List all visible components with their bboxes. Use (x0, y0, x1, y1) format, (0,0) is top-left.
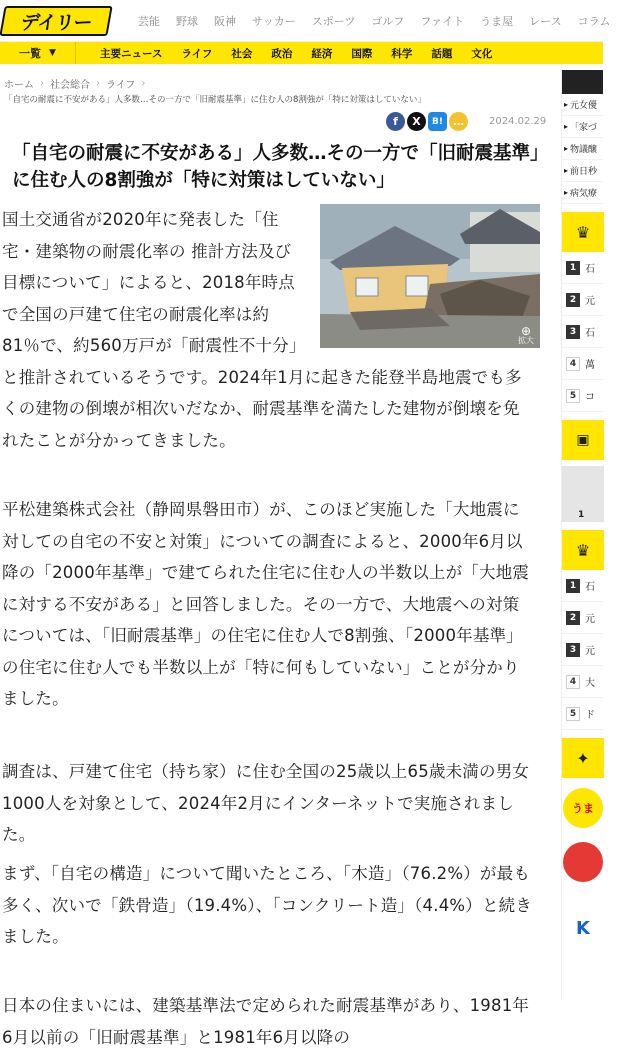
rank-number: 4 (566, 675, 580, 689)
ranking-item[interactable] (562, 570, 603, 602)
category-link[interactable]: 政治 (271, 47, 293, 60)
site-header (0, 0, 611, 42)
sidebar-news-title: 元女優 (570, 101, 598, 111)
caret-down-icon: ▼ (49, 48, 56, 58)
crown-icon: ♛ (575, 222, 591, 242)
rank-number: 3 (566, 643, 580, 657)
hatena-bookmark-button[interactable]: B! (428, 112, 447, 131)
breadcrumb (4, 76, 151, 91)
rank-title: 元 (585, 614, 595, 625)
article-photo[interactable] (320, 204, 540, 348)
article-paragraph: まず、「自宅の構造」について聞いたところ、「木造」（76.2%）が最も多く、次いで「鉄骨造」（19.4%）、「コンクリート造」（4.4%）と続きました。 (2, 864, 533, 946)
publish-date: 2024.02.29 (489, 116, 547, 127)
sidebar-news-item[interactable] (562, 116, 603, 138)
image-icon: ▣ (576, 432, 590, 448)
ranking-item[interactable] (562, 666, 603, 698)
zoom-icon: ⊕ (520, 324, 532, 338)
ranking-item[interactable] (562, 284, 603, 316)
top-nav-link[interactable]: ファイト (420, 15, 465, 28)
chevron-right-icon: › (40, 78, 44, 89)
rank-number: 2 (566, 611, 580, 625)
sidebar-news-item[interactable] (562, 138, 603, 160)
rank-number: 4 (566, 357, 580, 371)
rank-number: 5 (566, 707, 580, 721)
ranking-header (562, 212, 604, 252)
top-nav-link[interactable]: ゴルフ (371, 15, 405, 28)
sidebar-news-title: 物議醸 (570, 145, 598, 155)
rank-title: 石 (585, 264, 595, 275)
k-ad[interactable]: K (576, 917, 590, 939)
sidebar-news-title: 「家づ (570, 123, 598, 133)
rank-number: 2 (566, 293, 580, 307)
rank-number: 1 (566, 579, 580, 593)
top-nav-link[interactable]: うま屋 (480, 15, 514, 28)
article-paragraph: 平松建築株式会社（静岡県磐田市）が、このほど実施した「大地震に対しての自宅の不安と対策」についての調査によると、2000年6月以降の「2000年基準」で建てられた住宅に住む人の半数以上が「大地震に対する不安がある」と回答しました。その一方で、大地震への対策については、「旧耐震基準」の住宅に住む人で8割強、「2000年基準」の住宅に住む人でも半数以上が「特に何もしていない」ことが分かりました。 (2, 500, 530, 708)
sidebar-news-item[interactable] (562, 182, 603, 204)
sidebar-news-title: 前日秒 (570, 167, 598, 177)
photo-header (562, 420, 604, 460)
bullet-icon: ▸ (564, 166, 569, 175)
article-headline: 「自宅の耐震に不安がある」人多数…その一方で「旧耐震基準」に住む人の8割強が「特に対策はしていない」 (12, 143, 540, 191)
rank-title: ド (585, 710, 595, 721)
sidebar-news-header (562, 70, 603, 94)
top-nav-link[interactable]: コラム (577, 15, 611, 28)
rank-title: 石 (585, 328, 595, 339)
x-share-button[interactable]: X (407, 112, 426, 131)
rank-title: 大 (585, 678, 595, 689)
sidebar-news-list (562, 94, 603, 204)
top-nav-link[interactable]: サッカー (252, 15, 296, 28)
ranking-item[interactable] (562, 380, 603, 412)
bullet-icon: ▸ (564, 100, 569, 109)
menu-label: 一覧 (19, 47, 42, 60)
ranking-list-2 (562, 570, 603, 730)
ranking-list (562, 252, 603, 412)
ranking-item[interactable] (562, 348, 603, 380)
ranking-header-2 (562, 530, 604, 570)
zoom-button[interactable]: ⊕ 拡大 (518, 324, 534, 345)
ranking-item[interactable] (562, 634, 603, 666)
top-nav-link[interactable]: 芸能 (138, 15, 160, 28)
rank-title: 元 (585, 296, 595, 307)
rank-title: 元 (585, 646, 595, 657)
article-paragraph: 日本の住まいには、建築基準法で定められた耐震基準があり、1981年6月以前の「旧耐震基準」と1981年6月以降の (2, 996, 530, 1047)
article (0, 64, 558, 1047)
sidebar-news-item[interactable] (562, 160, 603, 182)
top-nav (138, 0, 626, 42)
category-nav (100, 46, 511, 61)
category-link[interactable]: 国際 (351, 47, 373, 60)
top-nav-link[interactable]: 阪神 (214, 15, 236, 28)
sidebar-news-title: 病気療 (570, 189, 598, 199)
top-nav-link[interactable]: スポーツ (311, 15, 356, 28)
rank-title: 石 (585, 582, 595, 593)
breadcrumb-link[interactable]: ホーム (4, 80, 34, 91)
breadcrumb-link[interactable]: 社会総合 (50, 80, 90, 91)
chevron-right-icon: › (96, 78, 100, 89)
category-link[interactable]: 文化 (471, 47, 493, 60)
promo-ad[interactable] (563, 842, 603, 882)
crown-icon: ♛ (575, 540, 591, 560)
breadcrumb-current: 「自宅の耐震に不安がある」人多数…その一方で「旧耐震基準」に住む人の8割強が「特に対策はしていない」 (4, 95, 426, 105)
ranking-item[interactable] (562, 698, 603, 730)
rank-title: 萬 (585, 360, 595, 371)
uma-ad[interactable]: うま (563, 788, 603, 828)
article-paragraph: 調査は、戸建て住宅（持ち家）に住む全国の25歳以上65歳未満の男女1000人を対象として、2024年2月にインターネットで実施されました。 (2, 762, 530, 844)
ranking-item[interactable] (562, 316, 603, 348)
bullet-icon: ▸ (564, 144, 569, 153)
collapsed-house-image (320, 204, 540, 348)
category-link[interactable]: ライフ (181, 47, 213, 60)
photo-thumbnail[interactable] (562, 466, 604, 522)
chevron-right-icon: › (141, 78, 146, 89)
facebook-share-button[interactable]: f (386, 112, 405, 131)
top-nav-link[interactable]: 野球 (176, 15, 198, 28)
category-link[interactable]: 科学 (391, 47, 413, 60)
category-link[interactable]: 話題 (431, 47, 453, 60)
photo-count: 1 (578, 510, 585, 520)
recommend-header (562, 738, 604, 778)
rank-number: 1 (566, 261, 580, 275)
breadcrumb-link[interactable]: ライフ (106, 80, 136, 91)
line-share-button[interactable]: … (449, 112, 468, 131)
share-buttons (386, 112, 470, 131)
sidebar-news-item[interactable] (562, 94, 603, 116)
article-paragraph: 国土交通省が2020年に発表した「住宅・建築物の耐震化率の 推計方法及び目標について」によると、2018年時点で全国の戸建て住宅の耐震化率は約81％で、約560万戸が「耐震性不十分」と推計されているそうです。2024年1月に起きた能登半島地震でも多くの建物の倒壊が相次いだなか、耐震基準を満たした建物が倒壊を免れたことが分かってきました。 (2, 204, 534, 456)
rank-number: 5 (566, 389, 580, 403)
bullet-icon: ▸ (564, 122, 569, 131)
category-bar (0, 42, 603, 64)
top-nav-link[interactable]: レース (529, 15, 562, 28)
ranking-item[interactable] (562, 602, 603, 634)
category-link[interactable]: 社会 (231, 47, 253, 60)
bullet-icon: ▸ (564, 188, 569, 197)
sidebar (561, 64, 603, 1000)
category-link[interactable]: 主要ニュース (100, 47, 163, 60)
menu-dropdown-button[interactable] (0, 42, 76, 64)
site-logo[interactable]: デイリー (0, 6, 113, 36)
rank-title: コ (585, 392, 595, 403)
ranking-item[interactable] (562, 252, 603, 284)
rank-number: 3 (566, 325, 580, 339)
category-link[interactable]: 経済 (311, 47, 333, 60)
sparkle-icon: ✦ (576, 748, 590, 768)
